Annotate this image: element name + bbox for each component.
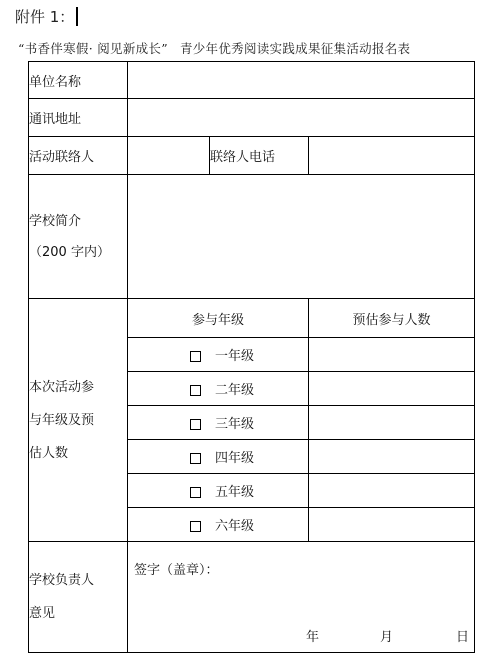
leader-opinion-label	[29, 542, 128, 653]
grade-3-cell[interactable]	[128, 406, 309, 440]
unit-name-input[interactable]	[128, 73, 474, 88]
contact-phone-label: 联络人电话	[210, 137, 309, 175]
school-intro-label	[29, 175, 128, 299]
registration-table	[28, 61, 475, 653]
grade-1-estimate[interactable]	[309, 338, 475, 372]
grade-5-estimate[interactable]	[309, 474, 475, 508]
leader-opinion-field[interactable]	[128, 542, 475, 653]
grade-header: 参与年级	[128, 299, 309, 338]
grade-6-cell[interactable]	[128, 508, 309, 542]
contact-phone-input[interactable]	[309, 148, 474, 163]
contact-phone-field[interactable]	[309, 137, 475, 175]
grade-4-cell[interactable]	[128, 440, 309, 474]
grade-1-cell[interactable]	[128, 338, 309, 372]
row-school-intro	[29, 175, 475, 299]
grade-1-label: 一年级	[215, 349, 255, 364]
checkbox-icon[interactable]	[190, 419, 201, 430]
date-month-label: 月	[380, 630, 394, 645]
grade-6-estimate[interactable]	[309, 508, 475, 542]
leader-opinion-label-line2: 意见	[29, 606, 56, 621]
leader-opinion-label-line1: 学校负责人	[29, 573, 95, 588]
checkbox-icon[interactable]	[190, 385, 201, 396]
title-quote: “书香伴寒假· 阅见新成长”	[18, 41, 168, 56]
grade-2-estimate[interactable]	[309, 372, 475, 406]
contact-label: 活动联络人	[29, 137, 128, 175]
grade-5-label: 五年级	[215, 485, 255, 500]
date-year-label: 年	[306, 630, 320, 645]
estimate-header: 预估参与人数	[309, 299, 475, 338]
row-leader-opinion	[29, 542, 475, 653]
date-day-label: 日	[456, 630, 470, 645]
row-grade-header	[29, 299, 475, 338]
text-cursor	[76, 7, 78, 26]
unit-name-label: 单位名称	[29, 62, 128, 99]
checkbox-icon[interactable]	[190, 351, 201, 362]
unit-name-field[interactable]	[128, 62, 475, 99]
grade-3-estimate[interactable]	[309, 406, 475, 440]
grade-6-label: 六年级	[215, 519, 255, 534]
form-title	[18, 39, 410, 57]
address-label: 通讯地址	[29, 99, 128, 137]
grade-2-cell[interactable]	[128, 372, 309, 406]
school-intro-field[interactable]	[128, 175, 475, 299]
participation-label-line1: 本次活动参	[29, 379, 95, 395]
checkbox-icon[interactable]	[190, 521, 201, 532]
participation-label-line2: 与年级及预	[29, 412, 95, 428]
grade-5-cell[interactable]	[128, 474, 309, 508]
contact-input[interactable]	[128, 148, 209, 163]
title-subtitle: 青少年优秀阅读实践成果征集活动报名表	[179, 41, 411, 56]
attachment-label	[15, 6, 78, 27]
school-intro-label-line2: （200 字内）	[29, 244, 110, 260]
grade-3-label: 三年级	[215, 417, 255, 432]
participation-label-line3: 估人数	[29, 445, 69, 461]
checkbox-icon[interactable]	[190, 453, 201, 464]
grade-2-label: 二年级	[215, 383, 255, 398]
school-intro-label-line1: 学校简介	[29, 213, 82, 229]
grade-4-label: 四年级	[215, 451, 255, 466]
address-field[interactable]	[128, 99, 475, 137]
signature-label: 签字（盖章）：	[134, 563, 219, 578]
row-unit-name	[29, 62, 475, 99]
row-contact	[29, 137, 475, 175]
grade-4-estimate[interactable]	[309, 440, 475, 474]
participation-label	[29, 299, 128, 542]
address-input[interactable]	[128, 110, 474, 125]
row-address	[29, 99, 475, 137]
checkbox-icon[interactable]	[190, 487, 201, 498]
attachment-text: 附件 1：	[15, 8, 75, 26]
contact-field[interactable]	[128, 137, 210, 175]
